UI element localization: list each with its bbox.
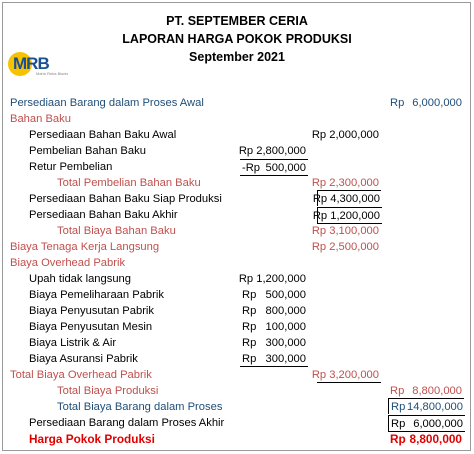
row-indirect-wages [0,271,474,287]
currency: -Rp [242,162,261,174]
row-label: Retur Pembelian [29,161,113,173]
row-depr-machine [0,319,474,335]
amount: 6,000,000 [412,97,462,109]
row-direct-labor [0,239,474,255]
row-total-wip [0,399,474,415]
row-total-production [0,383,474,399]
amount: Rp 2,500,000 [311,241,379,253]
row-label: Biaya Listrik & Air [29,337,117,349]
row-label: Biaya Penyusutan Mesin [29,321,153,333]
currency: Rp [242,305,257,317]
amount: 6,000,000 [413,418,463,430]
currency: Rp [390,97,405,109]
amount: 500,000 [265,289,306,301]
amount: 8,800,000 [412,385,462,397]
row-label: Biaya Pemeliharaan Pabrik [29,289,164,301]
row-returns [0,159,474,175]
amount: 100,000 [265,321,306,333]
row-depr-factory [0,303,474,319]
amount: 500,000 [265,162,306,174]
row-total-overhead [0,367,474,383]
report-title: LAPORAN HARGA POKOK PRODUKSI [122,32,352,46]
currency: Rp [242,289,257,301]
currency: Rp [242,321,257,333]
amount: Rp 3,100,000 [311,225,379,237]
row-raw-end [0,207,474,223]
row-label: Total Biaya Produksi [57,385,159,397]
row-total-raw [0,223,474,239]
logo-text: MRB [13,54,49,73]
currency: Rp [242,353,257,365]
row-label: Total Pembelian Bahan Baku [57,177,201,189]
row-wip-end [0,415,474,431]
report-period: September 2021 [189,50,285,64]
row-label: Persediaan Bahan Baku Akhir [29,209,178,221]
row-label: Biaya Tenaga Kerja Langsung [10,241,160,253]
amount: Rp 1,200,000 [238,273,306,285]
currency: Rp [390,432,406,446]
row-label: Harga Pokok Produksi [29,432,155,446]
row-raw-begin [0,127,474,143]
row-purchase [0,143,474,159]
row-label: Biaya Overhead Pabrik [10,257,126,269]
row-maintenance [0,287,474,303]
row-label: Total Biaya Bahan Baku [57,225,176,237]
row-insurance [0,351,474,367]
row-label: Bahan Baku [10,113,71,125]
row-label: Upah tidak langsung [29,273,132,285]
amount: Rp 4,300,000 [312,193,380,205]
row-cost-of-goods-manufactured [0,431,474,447]
amount: Rp 1,200,000 [312,210,380,222]
amount: 14,800,000 [407,401,463,413]
amount: Rp 2,000,000 [311,129,379,141]
row-label: Biaya Asuransi Pabrik [29,353,138,365]
amount: 8,800,000 [409,432,462,446]
currency: Rp [391,401,406,413]
currency: Rp [390,385,405,397]
row-label: Persediaan Barang dalam Proses Awal [10,97,204,109]
currency: Rp [242,337,257,349]
amount: 800,000 [265,305,306,317]
amount: Rp 3,200,000 [311,369,379,381]
row-wip-begin [0,95,474,111]
row-label: Pembelian Bahan Baku [29,145,146,157]
row-label: Total Biaya Overhead Pabrik [10,369,152,381]
row-label: Total Biaya Barang dalam Proses [57,401,223,413]
amount: 300,000 [265,353,306,365]
row-label: Persediaan Bahan Baku Siap Produksi [29,193,222,205]
row-overhead-header [0,255,474,271]
amount: Rp 2,300,000 [311,177,379,189]
amount: Rp 2,800,000 [238,145,306,157]
row-raw-materials-header [0,111,474,127]
row-utilities [0,335,474,351]
row-label: Biaya Penyusutan Pabrik [29,305,155,317]
row-label: Persediaan Bahan Baku Awal [29,129,177,141]
row-total-purchase [0,175,474,191]
amount: 300,000 [265,337,306,349]
row-raw-ready [0,191,474,207]
row-label: Persediaan Barang dalam Proses Akhir [29,417,225,429]
currency: Rp [391,418,406,430]
company-logo [8,50,98,80]
logo-tagline: Mahir Reka Bisnis [36,71,69,76]
company-name: PT. SEPTEMBER CERIA [166,14,308,28]
